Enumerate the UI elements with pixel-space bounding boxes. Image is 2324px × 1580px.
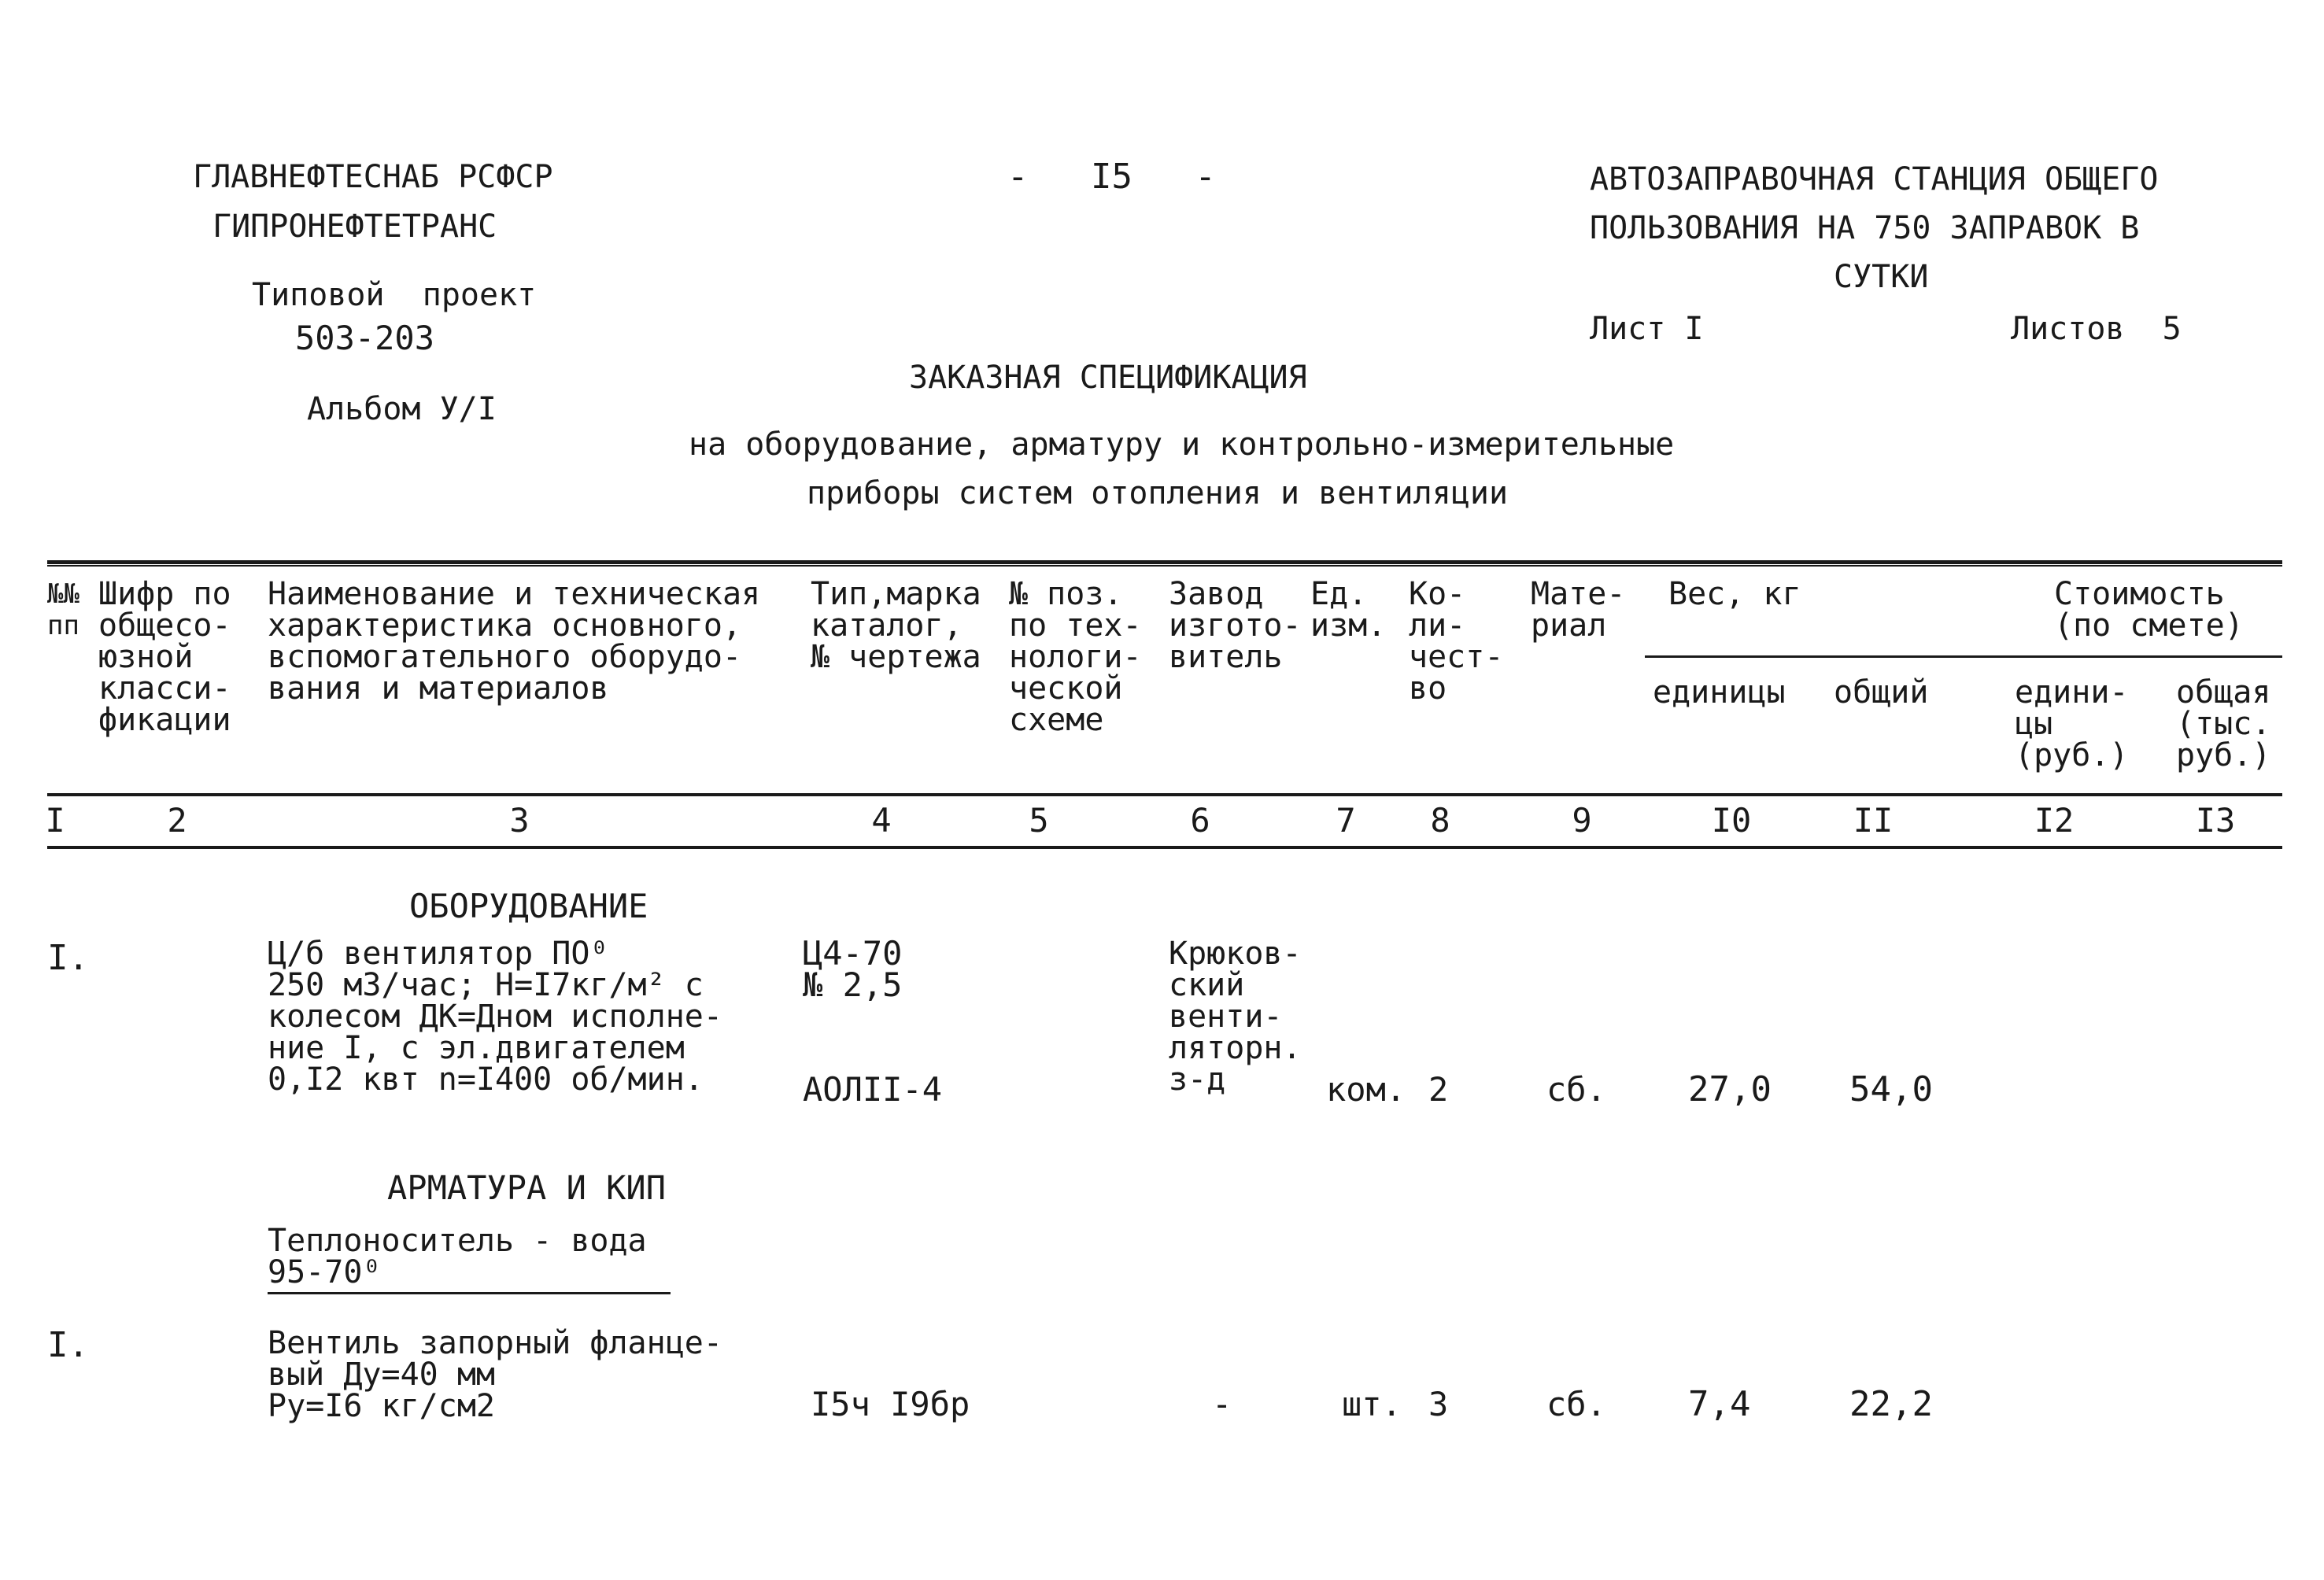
column-number: II	[1853, 801, 1894, 840]
item-manufacturer: Крюков- ский венти- ляторн. з-д	[1169, 936, 1302, 1098]
item-manufacturer: -	[1212, 1385, 1232, 1423]
item-description: Ц/б вентилятор ПО⁰ 250 м3/час; Н=I7кг/м² с колесом ДК=Дном исполне- ние I, с эл.двигателем 0,I2 квт n=I400 об/мин.	[268, 936, 722, 1098]
header-material: Мате- риал	[1531, 576, 1626, 644]
spec-subtitle-line1: на оборудование, арматуру и контрольно-измерительные	[689, 426, 1675, 463]
row-number: I.	[47, 938, 89, 978]
header-unit: Ед. изм.	[1310, 576, 1387, 644]
item-weight-total: 54,0	[1849, 1069, 1933, 1109]
header-cost-unit: едини- цы (руб.)	[2015, 674, 2129, 773]
header-cost-total: общая (тыс. руб.)	[2176, 674, 2271, 773]
item-quantity: 3	[1428, 1385, 1449, 1423]
column-number: 2	[167, 801, 187, 840]
header-cost: Стоимость (по смете)	[2054, 576, 2244, 644]
spec-title: ЗАКАЗНАЯ СПЕЦИФИКАЦИЯ	[909, 360, 1307, 396]
table-top-rule-thin	[47, 565, 2282, 567]
project-number: 503-203	[295, 319, 435, 357]
column-number: 3	[509, 801, 530, 840]
project-label: Типовой проект	[252, 277, 537, 313]
column-number: I	[45, 801, 65, 840]
motor-type: АОЛII-4	[803, 1070, 943, 1109]
station-title-line2: ПОЛЬЗОВАНИЯ НА 750 ЗАПРАВОК В	[1590, 210, 2140, 246]
column-number: 4	[871, 801, 892, 840]
section-equipment-heading: ОБОРУДОВАНИЕ	[409, 887, 648, 925]
column-number: 9	[1572, 801, 1592, 840]
header-position: № поз. по тех- нологи- ческой схеме	[1009, 576, 1142, 738]
item-material: сб.	[1546, 1385, 1606, 1423]
item-type: Ц4-70 № 2,5	[803, 934, 903, 1004]
item-unit: шт.	[1342, 1385, 1402, 1423]
header-classification-code: Шифр по общесо- юзной класси- фикации	[98, 576, 231, 738]
column-number: I3	[2195, 801, 2236, 840]
header-item-name: Наименование и техническая характеристика основного, вспомогательного оборудо- вания и материалов	[268, 576, 761, 707]
item-material: сб.	[1546, 1070, 1606, 1109]
column-number: I2	[2034, 801, 2075, 840]
table-top-rule	[47, 560, 2282, 564]
header-weight-total: общий	[1834, 674, 1929, 711]
row-number: I.	[47, 1325, 89, 1365]
item-type: I5ч I9бр	[811, 1385, 970, 1423]
station-title-line1: АВТОЗАПРАВОЧНАЯ СТАНЦИЯ ОБЩЕГО	[1590, 161, 2159, 198]
column-number: I0	[1711, 801, 1752, 840]
album-label: Альбом У/I	[307, 391, 497, 427]
header-bottom-rule	[47, 793, 2282, 796]
station-title-line3: СУТКИ	[1834, 259, 1929, 295]
column-number: 6	[1190, 801, 1210, 840]
column-numbers-rule	[47, 846, 2282, 849]
org-name-1: ГЛАВНЕФТЕСНАБ РСФСР	[193, 159, 553, 195]
header-type-mark: Тип,марка каталог, № чертежа	[811, 576, 981, 675]
section-fittings-heading: АРМАТУРА И КИП	[387, 1168, 667, 1207]
heat-carrier-temperature: 95-70⁰	[268, 1254, 382, 1290]
header-weight-unit: единицы	[1653, 674, 1786, 711]
org-name-2: ГИПРОНЕФТЕТРАНС	[212, 209, 497, 245]
spec-subtitle-line2: приборы систем отопления и вентиляции	[807, 475, 1509, 511]
header-manufacturer: Завод изгото- витель	[1169, 576, 1302, 675]
page-number: - I5 -	[1007, 157, 1216, 197]
sheets-total: Листов 5	[2011, 311, 2182, 347]
weight-cost-subrule	[1645, 655, 2282, 658]
header-row-number: №№ пп	[47, 578, 79, 641]
heat-carrier-underline	[268, 1292, 671, 1294]
header-weight: Вес, кг	[1668, 576, 1801, 612]
column-number: 5	[1029, 801, 1049, 840]
item-weight-total: 22,2	[1849, 1384, 1933, 1424]
heat-carrier-label: Теплоноситель - вода	[268, 1223, 647, 1259]
sheet-number: Лист I	[1590, 311, 1704, 347]
column-number: 8	[1430, 801, 1450, 840]
item-description: Вентиль запорный фланце- вый Ду=40 мм Ру=I6 кг/см2	[268, 1325, 722, 1424]
item-quantity: 2	[1428, 1070, 1449, 1109]
item-weight-unit: 27,0	[1688, 1069, 1772, 1109]
column-number: 7	[1336, 801, 1356, 840]
header-quantity: Ко- ли- чест- во	[1409, 576, 1504, 707]
item-unit: ком.	[1326, 1070, 1406, 1109]
item-weight-unit: 7,4	[1688, 1384, 1751, 1424]
